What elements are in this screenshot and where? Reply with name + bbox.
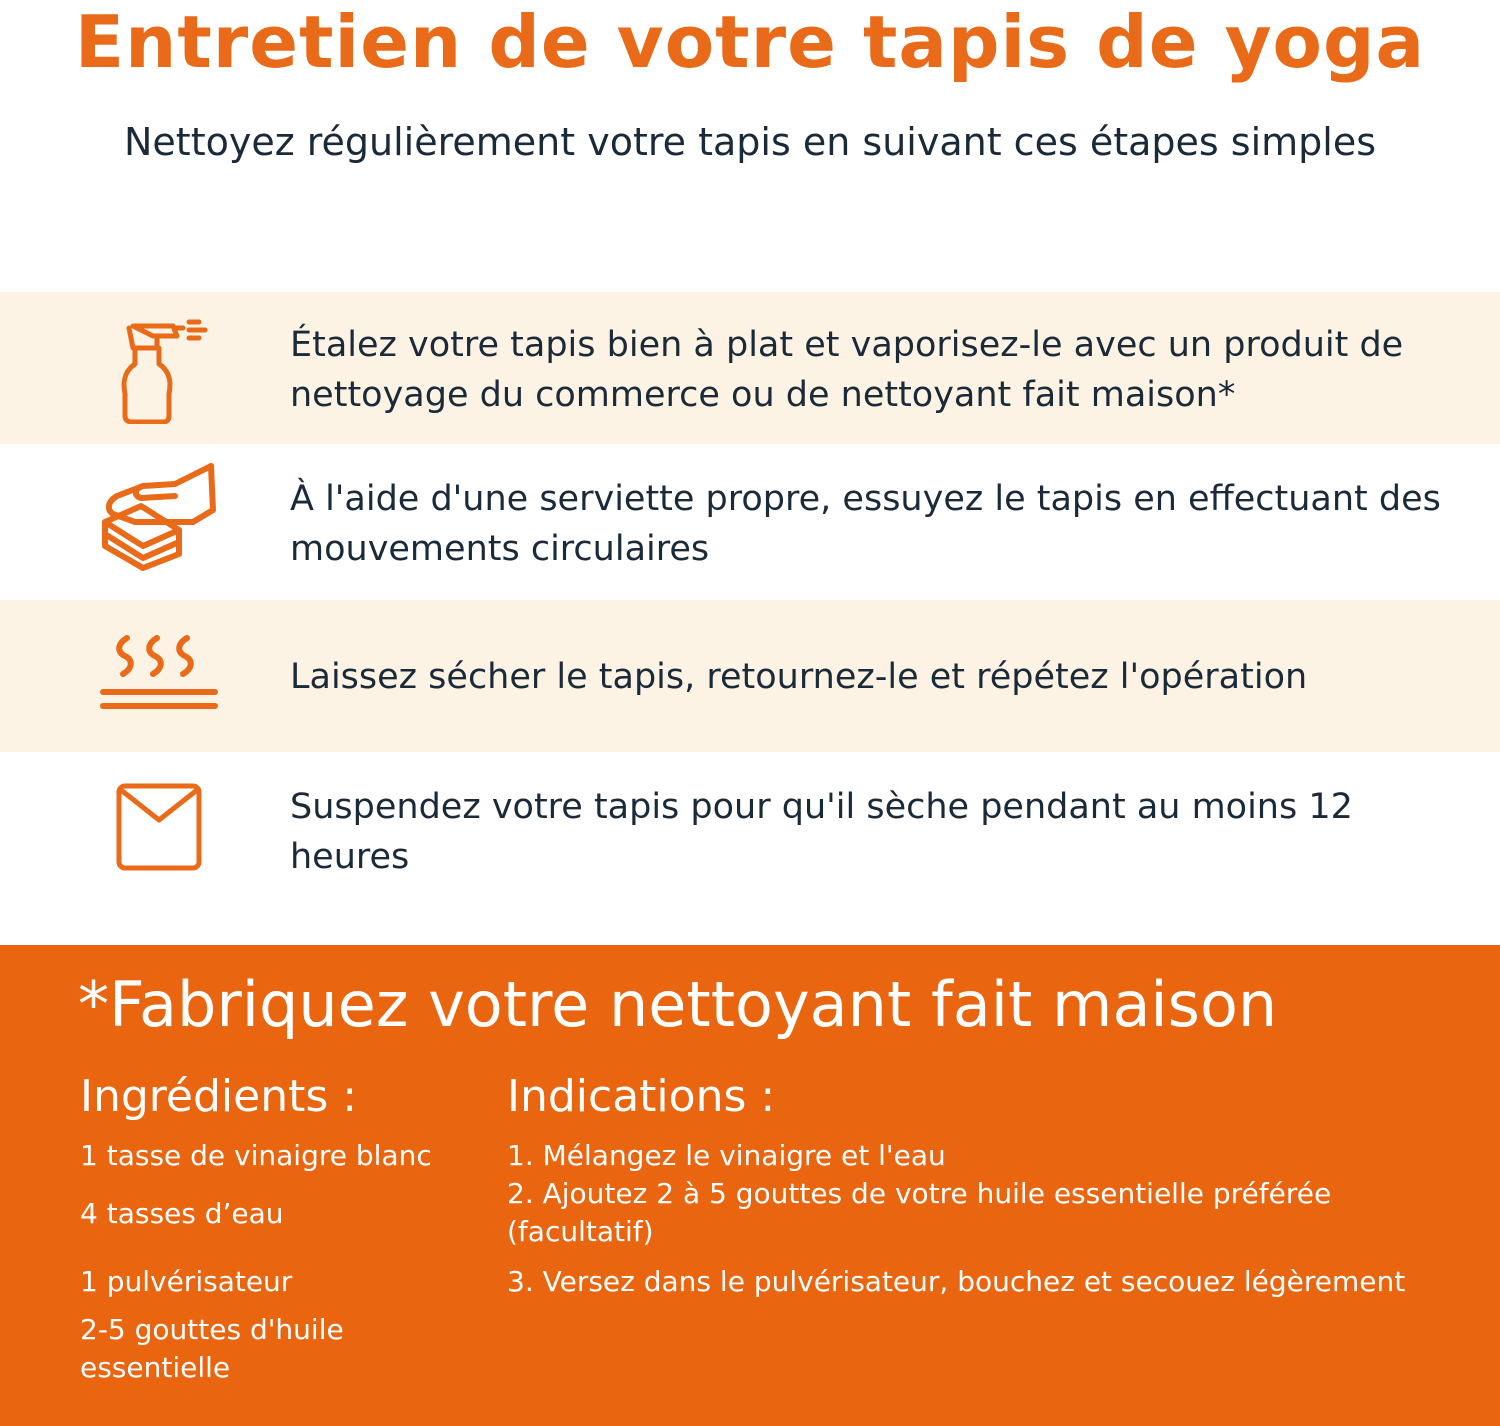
step-4-text: Suspendez votre tapis pour qu'il sèche pendant au moins 12 heures [290, 787, 1353, 877]
ingredient-item: 1 tasse de vinaigre blanc [80, 1139, 432, 1172]
direction-item: 1. Mélangez le vinaigre et l'eau [507, 1139, 946, 1172]
step-3 [0, 600, 1500, 752]
recipe-panel [0, 945, 1500, 1426]
ingredient-item: 1 pulvérisateur [80, 1265, 293, 1298]
step-2-text: À l'aide d'une serviette propre, essuyez le tapis en effectuant des mouvements circulaires [290, 479, 1441, 569]
directions-heading: Indications : [507, 1071, 776, 1122]
step-2 [0, 444, 1500, 600]
ingredient-item: 4 tasses d’eau [80, 1197, 284, 1230]
step-1-text: Étalez votre tapis bien à plat et vaporisez-le avec un produit de nettoyage du commerce ou de nettoyant fait maison* [290, 325, 1404, 415]
ingredients-heading: Ingrédients : [80, 1071, 358, 1122]
step-4 [0, 752, 1500, 945]
page-subtitle: Nettoyez régulièrement votre tapis en suivant ces étapes simples [124, 120, 1376, 164]
recipe-title: *Fabriquez votre nettoyant fait maison [78, 968, 1278, 1041]
step-1 [0, 292, 1500, 444]
direction-item: 3. Versez dans le pulvérisateur, bouchez et secouez légèrement [507, 1265, 1406, 1298]
step-3-text: Laissez sécher le tapis, retournez-le et répétez l'opération [290, 657, 1308, 697]
page-title: Entretien de votre tapis de yoga [74, 0, 1426, 84]
ingredient-item: 2-5 gouttes d'huile essentielle [80, 1313, 344, 1384]
drying-heat-icon [95, 624, 225, 734]
spray-bottle-icon [95, 314, 225, 424]
direction-item: 2. Ajoutez 2 à 5 gouttes de votre huile essentielle préférée (facultatif) [507, 1177, 1332, 1248]
hand-towel-icon [95, 462, 225, 572]
hanging-dry-icon [95, 778, 225, 888]
